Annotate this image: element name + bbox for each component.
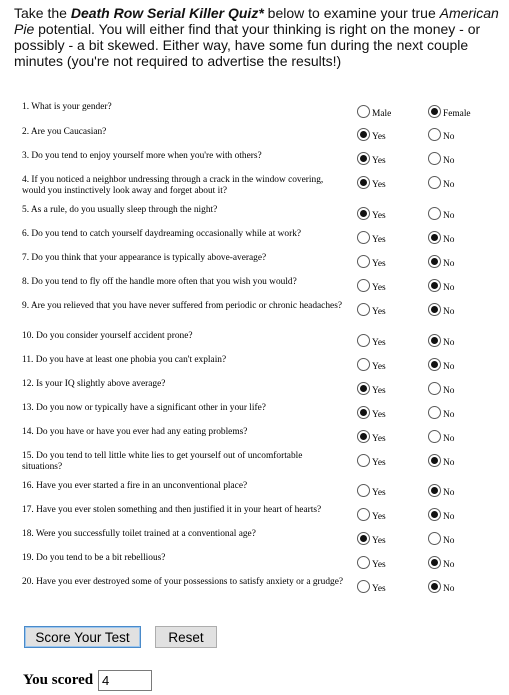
option-no[interactable]	[428, 206, 454, 221]
option-label: No	[443, 362, 455, 372]
intro-text-3: potential. You will either find that your thinking is right on the money - or possibly - a bit skewed. Either way, have some fun during the next couple minutes (you're not required to advertise the results!)	[14, 21, 481, 69]
option-label: Yes	[372, 180, 386, 190]
question-text: 12. Is your IQ slightly above average?	[22, 379, 166, 389]
option-label: No	[443, 132, 455, 142]
question-text: 16. Have you ever started a fire in an unconventional place?	[22, 481, 248, 491]
option-label: Yes	[372, 156, 386, 166]
option-label: Yes	[372, 584, 386, 594]
radio-unselected-icon[interactable]	[357, 303, 370, 316]
radio-unselected-icon[interactable]	[357, 334, 370, 347]
option-no[interactable]	[428, 429, 454, 444]
radio-dot-icon	[431, 306, 438, 313]
option-label: Yes	[372, 259, 386, 269]
radio-selected-icon[interactable]	[428, 508, 441, 521]
option-yes[interactable]	[357, 579, 386, 594]
option-yes[interactable]	[357, 381, 386, 396]
question-text: 9. Are you relieved that you have never suffered from periodic or chronic headaches?	[22, 301, 343, 311]
radio-selected-icon[interactable]	[357, 152, 370, 165]
option-no[interactable]	[428, 278, 454, 293]
quiz-name: Death Row Serial Killer Quiz*	[70, 5, 264, 21]
question-text: 18. Were you successfully toilet trained at a conventional age?	[22, 529, 256, 539]
radio-selected-icon[interactable]	[428, 454, 441, 467]
option-label: Yes	[372, 338, 386, 348]
intro-paragraph	[14, 5, 506, 69]
score-field[interactable]	[98, 670, 152, 691]
option-yes[interactable]	[357, 555, 386, 570]
radio-unselected-icon[interactable]	[428, 430, 441, 443]
radio-selected-icon[interactable]	[428, 580, 441, 593]
option-label: Yes	[372, 488, 386, 498]
option-no[interactable]	[428, 555, 454, 570]
option-label: No	[443, 259, 455, 269]
option-yes[interactable]	[357, 429, 386, 444]
radio-unselected-icon[interactable]	[357, 454, 370, 467]
option-label: Female	[443, 109, 471, 119]
radio-unselected-icon[interactable]	[357, 255, 370, 268]
option-no[interactable]	[428, 507, 454, 522]
intro-text-2: below to examine your true	[263, 5, 440, 21]
radio-dot-icon	[431, 487, 438, 494]
option-yes[interactable]	[357, 531, 386, 546]
option-no[interactable]	[428, 230, 454, 245]
option-label: No	[443, 584, 455, 594]
option-label: Yes	[372, 362, 386, 372]
intro-italic-phrase: American Pie	[14, 5, 499, 37]
radio-dot-icon	[360, 179, 367, 186]
radio-unselected-icon[interactable]	[428, 176, 441, 189]
question-text: 13. Do you now or typically have a significant other in your life?	[22, 403, 266, 413]
radio-unselected-icon[interactable]	[428, 382, 441, 395]
option-label: Yes	[372, 283, 386, 293]
radio-unselected-icon[interactable]	[428, 152, 441, 165]
option-no[interactable]	[428, 453, 454, 468]
option-no[interactable]	[428, 405, 454, 420]
radio-dot-icon	[431, 258, 438, 265]
question-text: 19. Do you tend to be a bit rebellious?	[22, 553, 166, 563]
radio-selected-icon[interactable]	[357, 176, 370, 189]
radio-unselected-icon[interactable]	[357, 508, 370, 521]
option-label: No	[443, 512, 455, 522]
radio-unselected-icon[interactable]	[357, 484, 370, 497]
question-text: 20. Have you ever destroyed some of your possessions to satisfy anxiety or a grudge?	[22, 577, 344, 587]
question-text: 1. What is your gender?	[22, 102, 112, 112]
question-text: 11. Do you have at least one phobia you can't explain?	[22, 355, 227, 365]
option-label: No	[443, 410, 455, 420]
radio-dot-icon	[431, 511, 438, 518]
question-text: 4. If you noticed a neighbor undressing through a crack in the window covering, would you instinctively look away and forget about it?	[22, 175, 324, 196]
option-label: No	[443, 180, 455, 190]
option-label: No	[443, 307, 455, 317]
option-no[interactable]	[428, 483, 454, 498]
option-no[interactable]	[428, 531, 454, 546]
option-female[interactable]	[428, 104, 471, 119]
question-text: 3. Do you tend to enjoy yourself more when you're with others?	[22, 151, 262, 161]
radio-selected-icon[interactable]	[428, 255, 441, 268]
option-yes[interactable]	[357, 175, 386, 190]
radio-dot-icon	[431, 337, 438, 344]
option-label: No	[443, 386, 455, 396]
option-no[interactable]	[428, 151, 454, 166]
option-no[interactable]	[428, 302, 454, 317]
score-label: You scored	[23, 672, 94, 688]
radio-selected-icon[interactable]	[357, 430, 370, 443]
option-label: No	[443, 434, 455, 444]
option-no[interactable]	[428, 333, 454, 348]
radio-selected-icon[interactable]	[428, 105, 441, 118]
radio-unselected-icon[interactable]	[357, 105, 370, 118]
option-yes[interactable]	[357, 127, 386, 142]
radio-dot-icon	[360, 210, 367, 217]
option-label: Male	[372, 109, 392, 119]
option-label: No	[443, 458, 455, 468]
radio-unselected-icon[interactable]	[357, 556, 370, 569]
question-text: 5. As a rule, do you usually sleep through the night?	[22, 205, 218, 215]
option-yes[interactable]	[357, 357, 386, 372]
option-label: No	[443, 211, 455, 221]
option-label: Yes	[372, 132, 386, 142]
radio-selected-icon[interactable]	[428, 556, 441, 569]
reset-button[interactable]: Reset	[155, 626, 217, 648]
option-male[interactable]	[357, 104, 391, 119]
option-label: No	[443, 560, 455, 570]
radio-dot-icon	[431, 108, 438, 115]
option-yes[interactable]	[357, 254, 386, 269]
option-label: No	[443, 536, 455, 546]
radio-dot-icon	[431, 559, 438, 566]
radio-unselected-icon[interactable]	[357, 231, 370, 244]
option-yes[interactable]	[357, 206, 386, 221]
option-yes[interactable]	[357, 405, 386, 420]
question-text: 8. Do you tend to fly off the handle more often that you wish you would?	[22, 277, 297, 287]
option-no[interactable]	[428, 357, 454, 372]
option-yes[interactable]	[357, 507, 386, 522]
question-text: 14. Do you have or have you ever had any eating problems?	[22, 427, 248, 437]
radio-selected-icon[interactable]	[428, 334, 441, 347]
option-label: Yes	[372, 386, 386, 396]
option-label: Yes	[372, 235, 386, 245]
option-label: No	[443, 235, 455, 245]
option-yes[interactable]	[357, 333, 386, 348]
question-text: 15. Do you tend to tell little white lies to get yourself out of uncomfortable situations?	[22, 451, 303, 472]
radio-dot-icon	[431, 583, 438, 590]
radio-selected-icon[interactable]	[357, 207, 370, 220]
radio-unselected-icon[interactable]	[357, 580, 370, 593]
option-no[interactable]	[428, 175, 454, 190]
radio-selected-icon[interactable]	[357, 128, 370, 141]
radio-selected-icon[interactable]	[357, 532, 370, 545]
option-label: Yes	[372, 512, 386, 522]
radio-selected-icon[interactable]	[428, 231, 441, 244]
option-yes[interactable]	[357, 483, 386, 498]
option-label: Yes	[372, 434, 386, 444]
radio-dot-icon	[360, 385, 367, 392]
option-label: Yes	[372, 536, 386, 546]
option-no[interactable]	[428, 381, 454, 396]
intro-text-1: Take the	[14, 5, 71, 21]
radio-dot-icon	[431, 234, 438, 241]
radio-selected-icon[interactable]	[428, 484, 441, 497]
radio-dot-icon	[360, 409, 367, 416]
radio-unselected-icon[interactable]	[428, 128, 441, 141]
option-label: Yes	[372, 211, 386, 221]
option-no[interactable]	[428, 579, 454, 594]
option-yes[interactable]	[357, 278, 386, 293]
radio-dot-icon	[360, 155, 367, 162]
option-label: No	[443, 156, 455, 166]
question-text: 10. Do you consider yourself accident prone?	[22, 331, 193, 341]
option-no[interactable]	[428, 254, 454, 269]
radio-selected-icon[interactable]	[357, 382, 370, 395]
radio-dot-icon	[360, 535, 367, 542]
question-text: 7. Do you think that your appearance is typically above-average?	[22, 253, 267, 263]
option-label: Yes	[372, 307, 386, 317]
radio-selected-icon[interactable]	[428, 303, 441, 316]
option-no[interactable]	[428, 127, 454, 142]
option-label: Yes	[372, 410, 386, 420]
radio-unselected-icon[interactable]	[428, 406, 441, 419]
option-label: Yes	[372, 560, 386, 570]
option-yes[interactable]	[357, 453, 386, 468]
question-text: 6. Do you tend to catch yourself daydreaming occasionally while at work?	[22, 229, 302, 239]
question-text: 17. Have you ever stolen something and then justified it in your heart of hearts?	[22, 505, 322, 515]
radio-unselected-icon[interactable]	[357, 279, 370, 292]
option-label: No	[443, 283, 455, 293]
radio-unselected-icon[interactable]	[428, 532, 441, 545]
radio-dot-icon	[360, 131, 367, 138]
option-yes[interactable]	[357, 230, 386, 245]
radio-unselected-icon[interactable]	[357, 358, 370, 371]
option-yes[interactable]	[357, 151, 386, 166]
radio-unselected-icon[interactable]	[428, 207, 441, 220]
radio-selected-icon[interactable]	[428, 279, 441, 292]
radio-selected-icon[interactable]	[428, 358, 441, 371]
score-test-button[interactable]: Score Your Test	[24, 626, 141, 648]
radio-dot-icon	[431, 361, 438, 368]
option-label: No	[443, 338, 455, 348]
question-text: 2. Are you Caucasian?	[22, 127, 107, 137]
option-label: Yes	[372, 458, 386, 468]
radio-dot-icon	[360, 433, 367, 440]
radio-selected-icon[interactable]	[357, 406, 370, 419]
option-yes[interactable]	[357, 302, 386, 317]
option-label: No	[443, 488, 455, 498]
radio-dot-icon	[431, 457, 438, 464]
radio-dot-icon	[431, 282, 438, 289]
